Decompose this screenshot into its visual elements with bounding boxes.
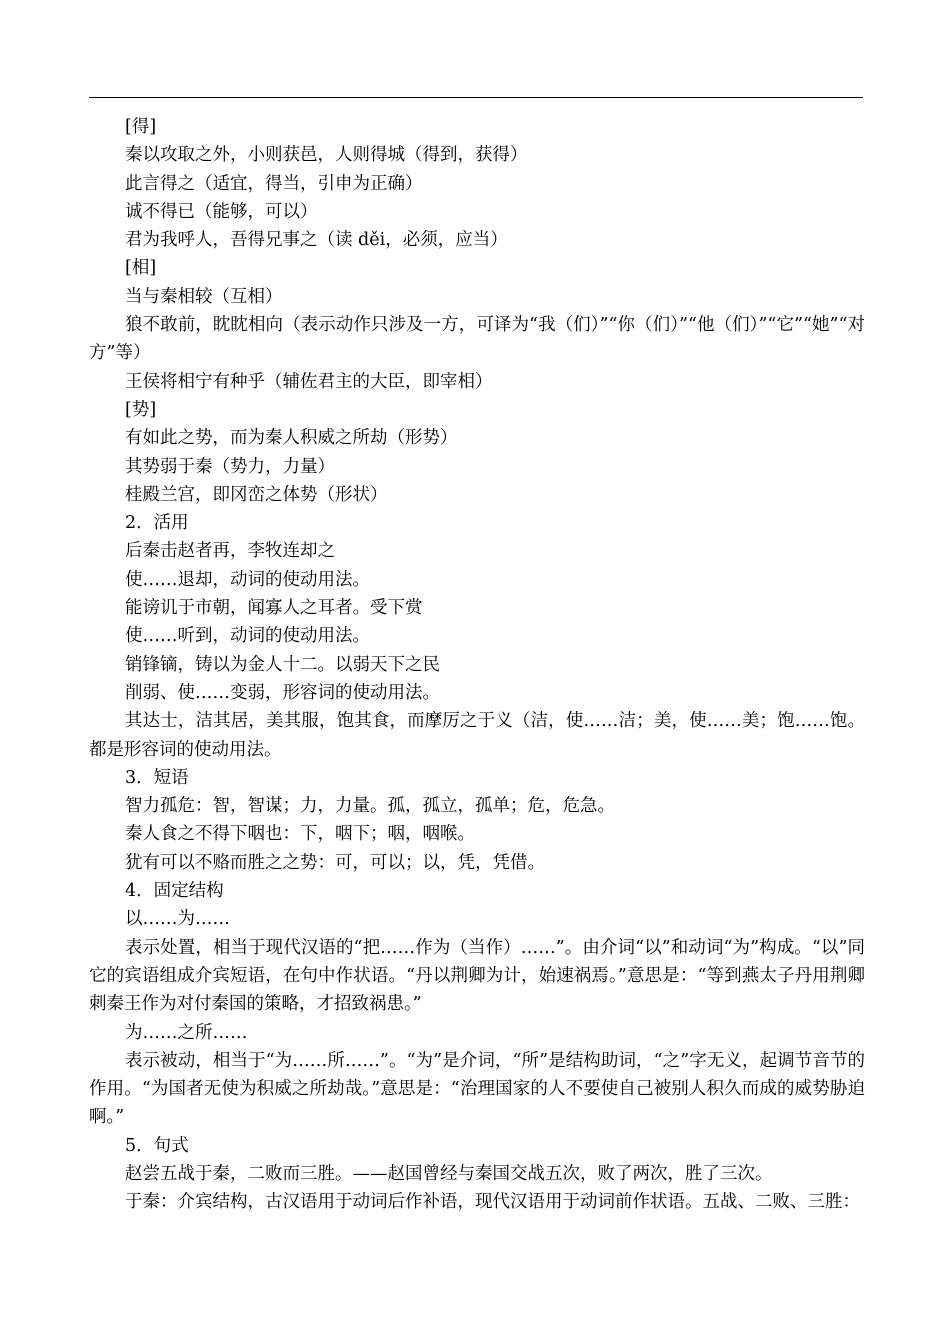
section-heading: 2．活用 — [125, 513, 189, 534]
section-heading: 4．固定结构 — [125, 881, 224, 902]
paragraph: 赵尝五战于秦，二败而三胜。——赵国曾经与秦国交战五次，败了两次，胜了三次。 — [125, 1163, 773, 1184]
paragraph: 君为我呼人，吾得兄事之（读 děi，必须，应当） — [125, 230, 508, 251]
section-heading: 3．短语 — [125, 767, 189, 788]
paragraph: 智力孤危：智，智谋；力，力量。孤，孤立，孤单；危，危急。 — [125, 796, 615, 817]
paragraph: 后秦击赵者再，李牧连却之 — [125, 541, 335, 562]
paragraph: 犹有可以不赂而胜之之势：可，可以；以，凭，凭借。 — [125, 852, 545, 873]
paragraph: 其势弱于秦（势力，力量） — [125, 456, 335, 477]
paragraph: 有如此之势，而为秦人积威之所劫（形势） — [125, 428, 458, 449]
paragraph: 能谤讥于市朝，闻寡人之耳者。受下赏 — [125, 598, 423, 619]
paragraph: 于秦：介宾结构，古汉语用于动词后作补语，现代汉语用于动词前作状语。五战、二败、三胜： — [125, 1192, 860, 1213]
paragraph: 狼不敢前，眈眈相向（表示动作只涉及一方，可译为“我（们）”“你（们）”“他（们）”“它”“她”“对方”等） — [89, 315, 865, 364]
paragraph: 使……听到，动词的使动用法。 — [125, 626, 370, 647]
header-rule — [89, 97, 863, 98]
paragraph: 其达士，洁其居，美其服，饱其食，而摩厉之于义（洁，使……洁；美，使……美；饱……饱。都是形容词的使动用法。 — [89, 711, 865, 760]
paragraph: [相] — [125, 258, 157, 279]
section-heading: 5．句式 — [125, 1135, 189, 1156]
paragraph: 为……之所…… — [125, 1022, 248, 1043]
paragraph: [得] — [125, 117, 157, 137]
paragraph: 王侯将相宁有种乎（辅佐君主的大臣，即宰相） — [125, 371, 493, 392]
paragraph: 桂殿兰宫，即冈峦之体势（形状） — [125, 484, 388, 505]
paragraph: 当与秦相较（互相） — [125, 286, 283, 307]
paragraph: 以……为…… — [125, 909, 230, 930]
paragraph: 此言得之（适宜，得当，引申为正确） — [125, 173, 423, 194]
paragraph: 秦人食之不得下咽也：下，咽下；咽，咽喉。 — [125, 824, 475, 845]
document-body — [89, 113, 865, 1217]
paragraph: [势] — [125, 399, 157, 420]
paragraph: 销锋镝，铸以为金人十二。以弱天下之民 — [125, 654, 440, 675]
paragraph: 削弱、使……变弱，形容词的使动用法。 — [125, 682, 440, 703]
paragraph: 秦以攻取之外，小则获邑，人则得城（得到，获得） — [125, 145, 528, 166]
paragraph: 表示处置，相当于现代汉语的“把……作为（当作）……”。由介词“以”和动词“为”构成。“以”同它的宾语组成介宾短语，在句中作状语。“丹以荆卿为计，始速祸焉。”意思是：“等到燕太子丹用荆卿刺秦王作为对付秦国的策略，才招致祸患。” — [89, 937, 865, 1015]
paragraph: 表示被动，相当于“为……所……”。“为”是介词，“所”是结构助词，“之”字无义，起调节音节的作用。“为国者无使为积威之所劫哉。”意思是：“治理国家的人不要使自己被别人积久而成的威势胁迫啊。” — [89, 1050, 865, 1128]
paragraph: 诚不得已（能够，可以） — [125, 201, 318, 222]
paragraph: 使……退却，动词的使动用法。 — [125, 569, 370, 590]
